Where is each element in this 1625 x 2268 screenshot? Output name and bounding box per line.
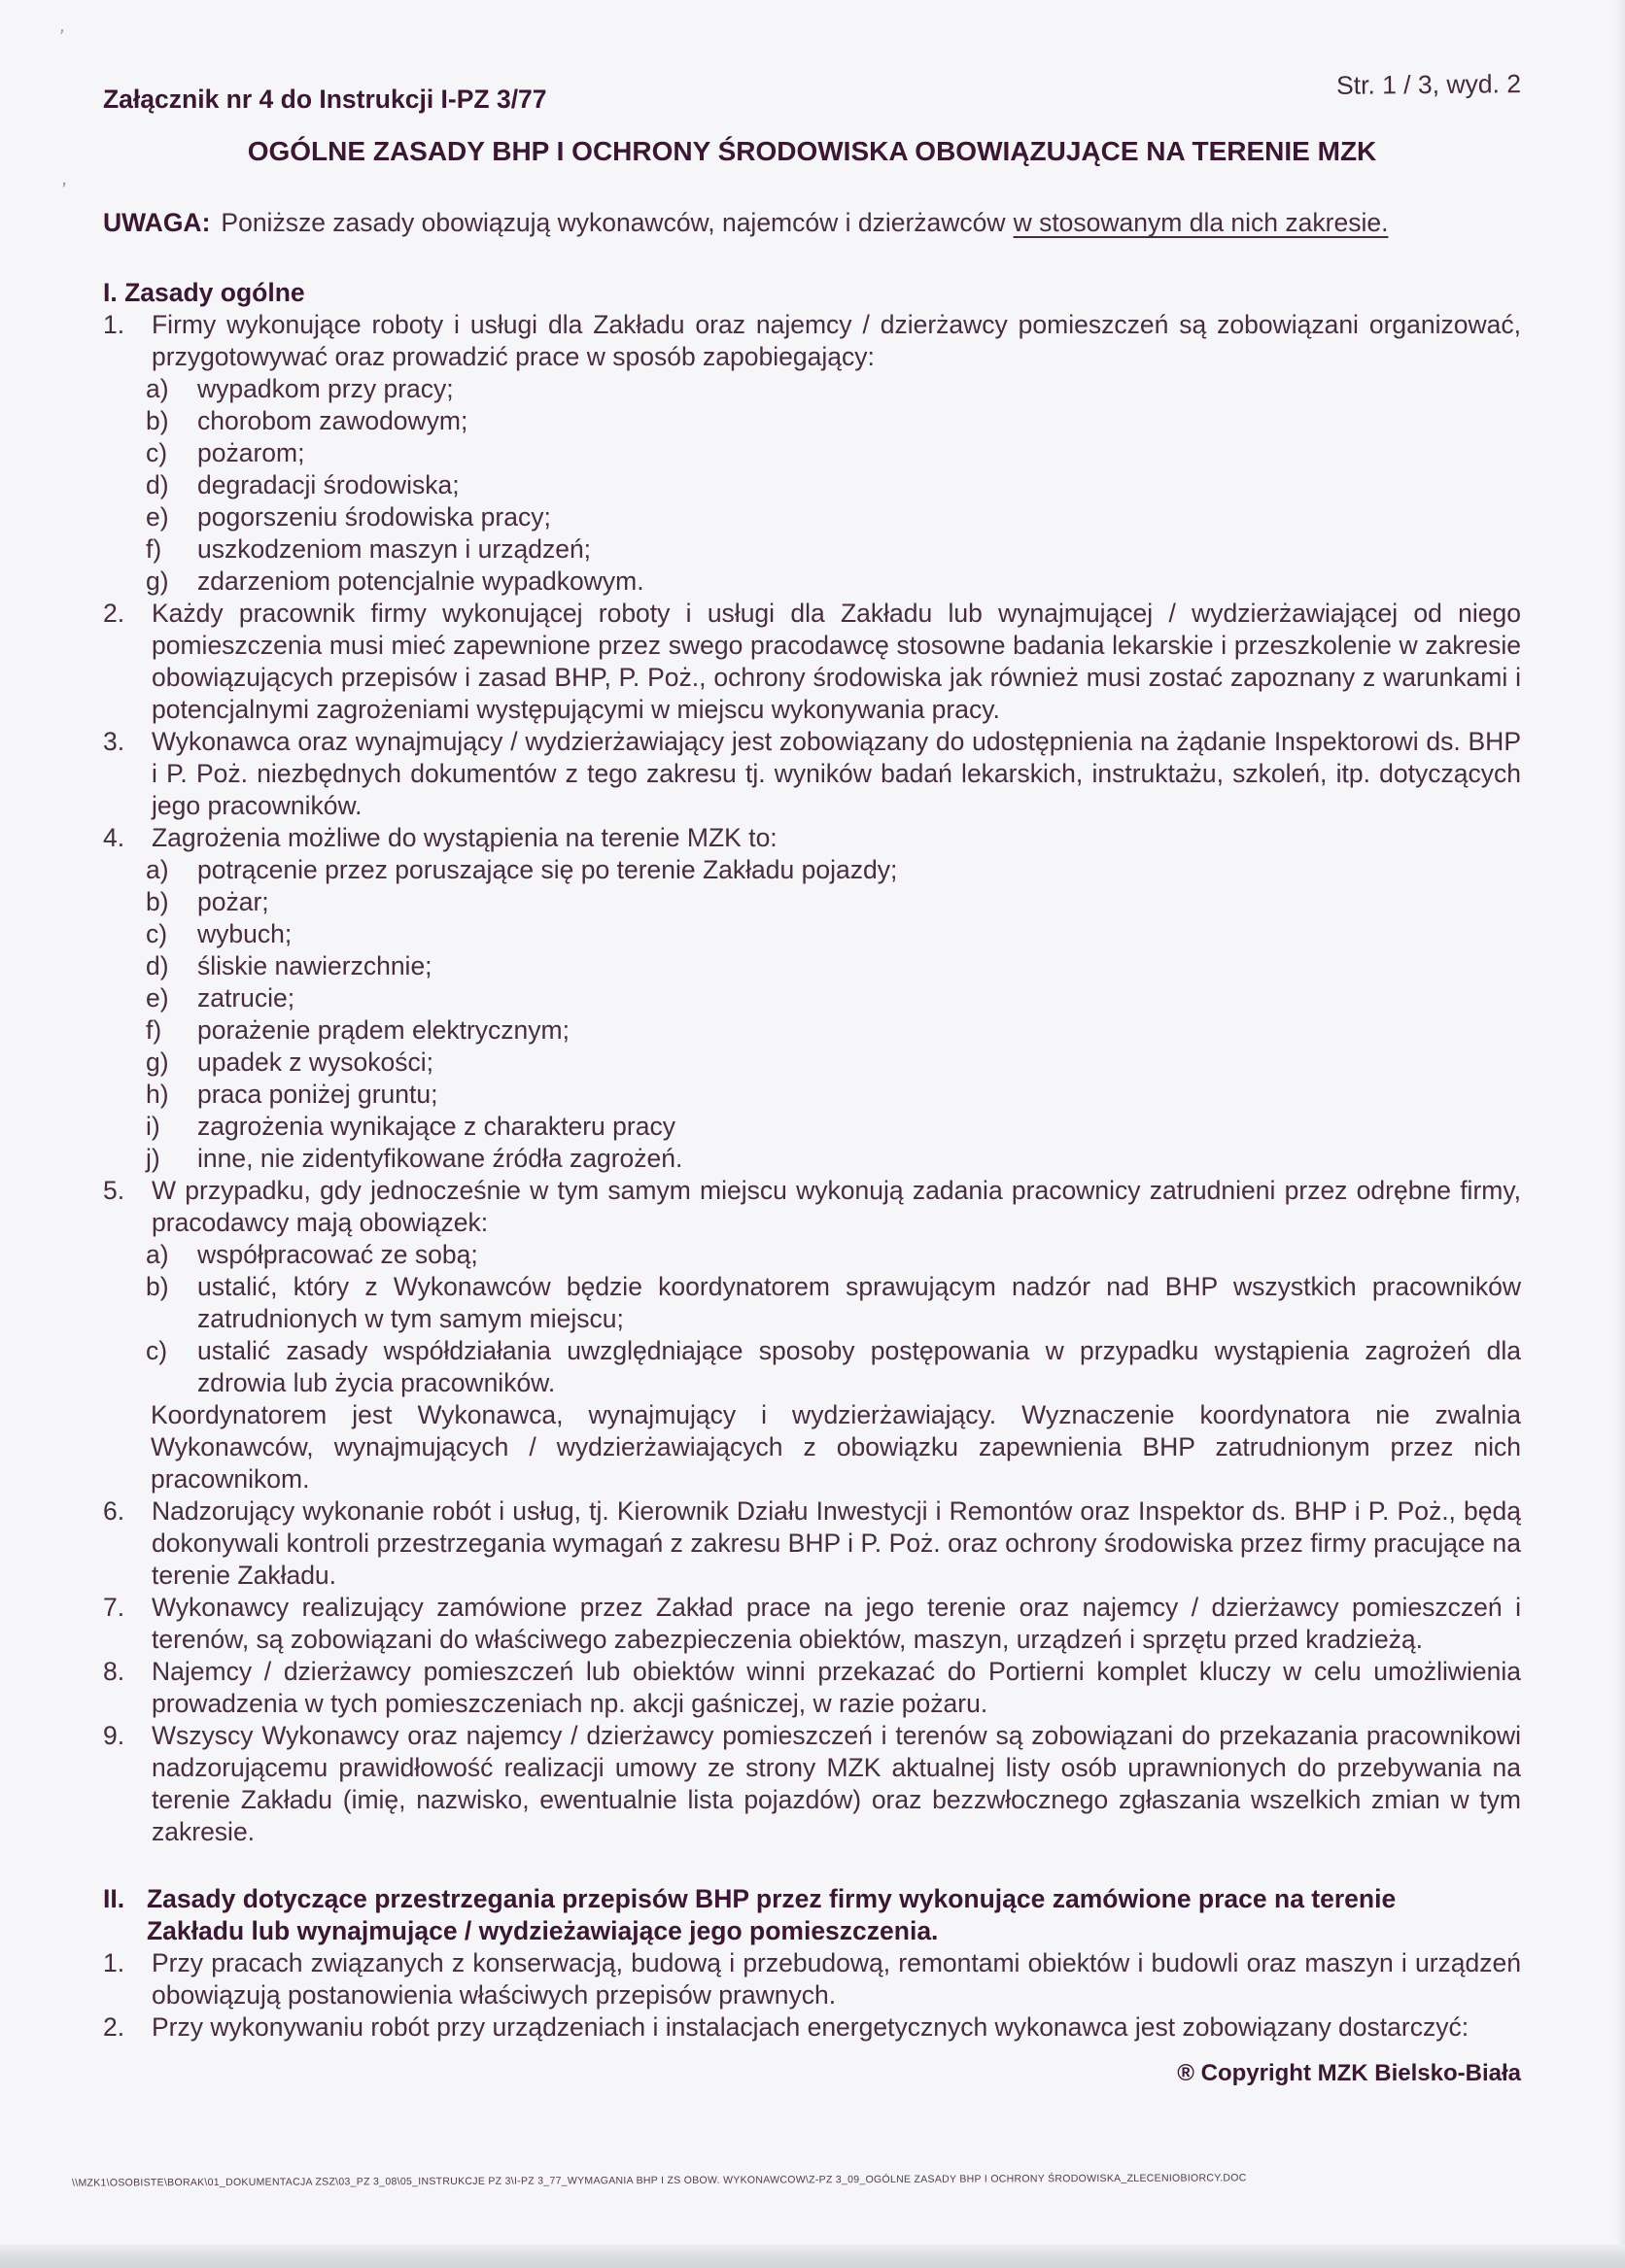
sub-item-letter: g) <box>146 567 169 596</box>
item-text: Najemcy / dzierżawcy pomieszczeń lub obiektów winni przekazać do Portierni komplet kluczy w celu umożliwienia prowadzenia w tych pomieszczeniach np. akcji gaśniczej, w razie pożaru. <box>152 1657 1521 1718</box>
sub-item-text: uszkodzeniom maszyn i urządzeń; <box>197 534 592 564</box>
item-note: Koordynatorem jest Wykonawca, wynajmujący i wydzierżawiający. Wyznaczenie koordynatora nie zwalnia Wykonawców, wynajmujących / wydzierżawiających z obowiązku zapewnienia BHP zatrudnionym przez nich pracownikom. <box>151 1400 1521 1494</box>
section-1 <box>103 277 1521 1848</box>
sub-item-letter: i) <box>146 1112 160 1141</box>
item-text: Nadzorujący wykonanie robót i usług, tj. Kierownik Działu Inwestycji i Remontów oraz Inspektor ds. BHP i P. Poż., będą dokonywali kontroli przestrzegania wymagań z zakresu BHP i P. Poż. oraz ochrony środowiska przez firmy pracujące na terenie Zakładu. <box>152 1496 1521 1590</box>
sub-item-text: porażenie prądem elektrycznym; <box>197 1015 570 1045</box>
list-item <box>103 1175 1521 1239</box>
sub-item-letter: f) <box>146 534 162 564</box>
scan-artifact-mark: , <box>60 167 70 190</box>
item-number: 4. <box>103 823 125 852</box>
item-number: 5. <box>103 1176 125 1205</box>
sub-item-letter: a) <box>146 1240 169 1269</box>
section-1-heading: I. Zasady ogólne <box>103 278 305 307</box>
item-number: 7. <box>103 1593 125 1622</box>
sub-item-letter: b) <box>146 887 169 916</box>
list-item <box>103 309 1521 373</box>
sub-item-letter: e) <box>146 983 169 1013</box>
item-text: Każdy pracownik firmy wykonującej roboty i usługi dla Zakładu lub wynajmującej / wydzierżawiającej od niego pomieszczenia musi mieć zapewnione przez swego pracodawcę stosowne badania lekarskie i przeszkolenie w zakresie obowiązujących przepisów i zasad BHP, P. Poż., ochrony środowiska jak również musi zostać zapoznany z warunkami i potencjalnymi zagrożeniami występującymi w miejscu wykonywania pracy. <box>152 599 1521 724</box>
item-text: Wykonawca oraz wynajmujący / wydzierżawiający jest zobowiązany do udostępnienia na żądanie Inspektorowi ds. BHP i P. Poż. niezbędnych dokumentów z tego zakresu tj. wyników badań lekarskich, instruktażu, szkoleń, itp. dotyczących jego pracowników. <box>152 727 1521 820</box>
list-item <box>103 598 1521 726</box>
sub-item-text: pożar; <box>197 887 269 916</box>
sub-item-text: ustalić zasady współdziałania uwzględniające sposoby postępowania w przypadku wystąpienia zagrożeń dla zdrowia lub życia pracowników. <box>197 1336 1521 1397</box>
sub-item-text: pogorszeniu środowiska pracy; <box>197 502 551 532</box>
item-text: Firmy wykonujące roboty i usługi dla Zakładu oraz najemcy / dzierżawcy pomieszczeń są zobowiązani organizować, przygotowywać oraz prowadzić prace w sposób zapobiegający: <box>152 310 1521 371</box>
sub-list-item <box>103 566 1521 598</box>
sub-item-text: potrącenie przez poruszające się po terenie Zakładu pojazdy; <box>197 855 898 884</box>
list-item <box>103 1495 1521 1592</box>
list-item <box>103 1720 1521 1848</box>
sub-item-text: pożarom; <box>197 438 305 467</box>
section-2-items <box>103 1947 1521 2044</box>
item-text: W przypadku, gdy jednocześnie w tym samym miejscu wykonują zadania pracownicy zatrudnieni przez odrębne firmy, pracodawcy mają obowiązek: <box>152 1176 1521 1237</box>
sub-item-text: zdarzeniom potencjalnie wypadkowym. <box>197 567 644 596</box>
sub-list-item <box>103 854 1521 886</box>
sub-item-text: współpracować ze sobą; <box>197 1240 478 1269</box>
sub-list-item <box>103 1239 1521 1271</box>
sub-item-text: śliskie nawierzchnie; <box>197 951 432 980</box>
sub-list-item <box>103 1335 1521 1399</box>
section-2-heading <box>103 1883 1521 1947</box>
sub-item-text: wypadkom przy pracy; <box>197 374 454 403</box>
sub-item-letter: a) <box>146 374 169 403</box>
sub-item-letter: c) <box>146 919 168 948</box>
sub-item-letter: g) <box>146 1048 169 1077</box>
sub-item-text: degradacji środowiska; <box>197 470 460 499</box>
sub-list-item <box>103 405 1521 437</box>
sub-item-text: inne, nie zidentyfikowane źródła zagrożeń. <box>197 1144 683 1173</box>
item-text: Zagrożenia możliwe do wystąpienia na terenie MZK to: <box>152 823 778 852</box>
scan-bottom-edge <box>0 2245 1625 2268</box>
item-number: 3. <box>103 727 125 756</box>
attachment-label: Załącznik nr 4 do Instrukcji I-PZ 3/77 <box>103 85 547 114</box>
item-number: 1. <box>103 310 125 339</box>
notice-underlined-text: w stosowanym dla nich zakresie. <box>1013 208 1389 237</box>
page-number-info: Str. 1 / 3, wyd. 2 <box>1335 69 1522 100</box>
document-title: OGÓLNE ZASADY BHP I OCHRONY ŚRODOWISKA OBOWIĄZUJĄCE NA TERENIE MZK <box>247 136 1377 166</box>
sub-list-item <box>103 1079 1521 1111</box>
sub-list-item <box>103 373 1521 405</box>
list-item <box>103 726 1521 822</box>
section-2 <box>103 1883 1521 2044</box>
notice-line <box>103 207 1521 239</box>
scan-edge-shadow <box>1615 0 1625 2268</box>
file-path-footer: \\MZK1\OSOBISTE\BORAK\01_DOKUMENTACJA ZSZ\03_PZ 3_08\05_INSTRUKCJE PZ 3\I-PZ 3_77_WYMAGANIA BHP I ZS OBOW. WYKONAWCOW\Z-PZ 3_09_OGÓLNE ZASADY BHP I OCHRONY ŚRODOWISKA_ZLECENIOBIORCY.DOC <box>71 2172 1247 2189</box>
sub-item-letter: e) <box>146 502 169 532</box>
notice-label: UWAGA: <box>103 208 211 237</box>
section-1-items <box>103 309 1521 1848</box>
sub-item-letter: h) <box>146 1080 169 1109</box>
sub-item-letter: f) <box>146 1015 162 1045</box>
sub-item-text: zagrożenia wynikające z charakteru pracy <box>197 1112 675 1141</box>
copyright-notice: ® Copyright MZK Bielsko-Biała <box>1177 2060 1521 2086</box>
sub-list-item <box>103 982 1521 1014</box>
item-number: 2. <box>103 599 125 628</box>
notice-text: Poniższe zasady obowiązują wykonawców, najemców i dzierżawców <box>221 208 1006 237</box>
sub-item-text: wybuch; <box>197 919 293 948</box>
sub-item-letter: c) <box>146 1336 168 1365</box>
item-text: Przy wykonywaniu robót przy urządzeniach i instalacjach energetycznych wykonawca jest zobowiązany dostarczyć: <box>152 2012 1469 2042</box>
section-2-number: II. <box>103 1884 125 1913</box>
sub-list-item <box>103 950 1521 982</box>
sub-item-text: zatrucie; <box>197 983 295 1013</box>
sub-item-letter: a) <box>146 855 169 884</box>
item-number: 1. <box>103 1948 125 1977</box>
sub-list-item <box>103 469 1521 501</box>
sub-item-text: chorobom zawodowym; <box>197 406 468 435</box>
item-text: Wykonawcy realizujący zamówione przez Zakład prace na jego terenie oraz najemcy / dzierżawcy pomieszczeń i terenów, są zobowiązani do właściwego zabezpieczenia obiektów, maszyn, urządzeń i sprzętu przed kradzieżą. <box>152 1593 1521 1654</box>
sub-item-text: praca poniżej gruntu; <box>197 1080 438 1109</box>
sub-list-item <box>103 533 1521 566</box>
sub-item-text: upadek z wysokości; <box>197 1048 434 1077</box>
scan-artifact-mark: ’ <box>55 25 66 49</box>
sub-list-item <box>103 1111 1521 1143</box>
sub-list-item <box>103 886 1521 918</box>
item-number: 8. <box>103 1657 125 1686</box>
sub-list-item <box>103 1014 1521 1047</box>
sub-item-letter: d) <box>146 470 169 499</box>
sub-item-letter: b) <box>146 406 169 435</box>
sub-list-item <box>103 1143 1521 1175</box>
sub-item-letter: j) <box>146 1144 160 1173</box>
item-number: 9. <box>103 1721 125 1750</box>
sub-item-letter: d) <box>146 951 169 980</box>
sub-list-item <box>103 1271 1521 1335</box>
list-item <box>103 1592 1521 1656</box>
item-text: Wszyscy Wykonawcy oraz najemcy / dzierżawcy pomieszczeń i terenów są zobowiązani do przekazania pracownikowi nadzorującemu prawidłowość realizacji umowy ze strony MZK aktualnej listy osób uprawnionych do przebywania na terenie Zakładu (imię, nazwisko, ewentualnie lista pojazdów) oraz bezzwłocznego zgłaszania wszelkich zmian w tym zakresie. <box>152 1721 1521 1846</box>
sub-item-letter: c) <box>146 438 168 467</box>
item-text: Przy pracach związanych z konserwacją, budową i przebudową, remontami obiektów i budowli oraz maszyn i urządzeń obowiązują postanowienia właściwych przepisów prawnych. <box>152 1948 1521 2010</box>
item-number: 6. <box>103 1496 125 1526</box>
sub-list-item <box>103 437 1521 469</box>
page-header <box>103 69 1522 116</box>
list-item <box>103 822 1521 854</box>
sub-item-text: ustalić, który z Wykonawców będzie koordynatorem sprawującym nadzór nad BHP wszystkich pracowników zatrudnionych w tym samym miejscu; <box>197 1272 1521 1333</box>
section-2-heading-text: Zasady dotyczące przestrzegania przepisów BHP przez firmy wykonujące zamówione prace na terenie Zakładu lub wynajmujące / wydzieżawiające jego pomieszczenia. <box>147 1884 1397 1945</box>
sub-list-item <box>103 501 1521 533</box>
list-item <box>103 2011 1521 2044</box>
list-item <box>103 1656 1521 1720</box>
item-number: 2. <box>103 2012 125 2042</box>
sub-item-letter: b) <box>146 1272 169 1301</box>
sub-list-item <box>103 1047 1521 1079</box>
sub-list-item <box>103 918 1521 950</box>
list-item <box>103 1947 1521 2011</box>
